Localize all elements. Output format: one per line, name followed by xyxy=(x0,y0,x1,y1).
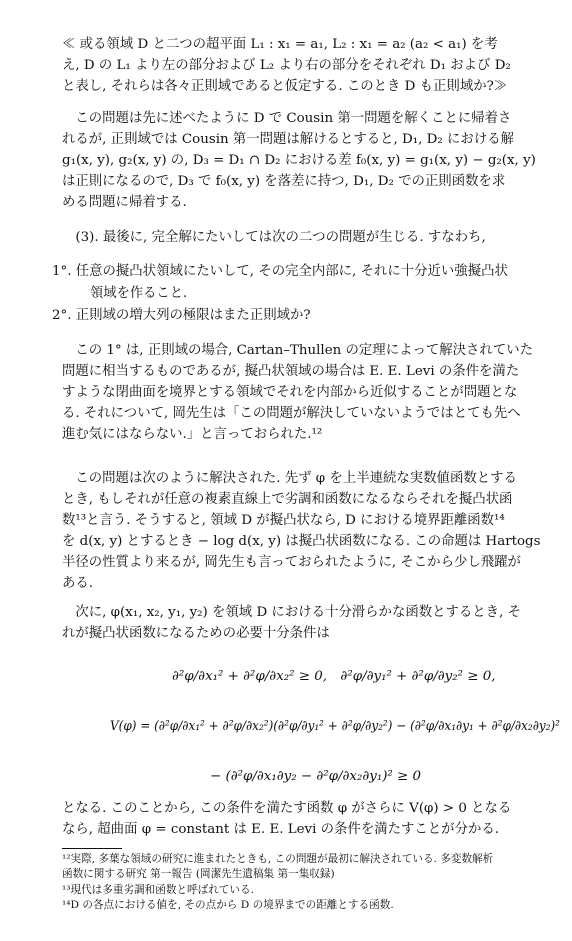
footnote-rule xyxy=(62,848,122,849)
text-line: この問題は先に述べたように D で Cousin 第一問題を解くことに帰着さ xyxy=(62,111,512,126)
text-line: 問題に相当するものであるが, 擬凸状領域の場合は E. E. Levi の条件を満た xyxy=(62,364,520,379)
text-line: 進む気にはならない.」と言っておられた.¹² xyxy=(62,427,323,442)
text-line: 次に, φ(x₁, x₂, y₁, y₂) を領域 D における十分滑らかな函数とするとき, そ xyxy=(62,605,521,620)
text-line: となる. このことから, この条件を満たす函数 φ がさらに V(φ) > 0 となる xyxy=(62,801,512,816)
text-line: 半径の性質より来るが, 岡先生も言っておられたように, そこから少し飛躍が xyxy=(62,555,521,570)
text-line: 領域を作ること. xyxy=(90,286,188,301)
text-line: g₁(x, y), g₂(x, y) の, D₃ = D₁ ∩ D₂ における差 f₀(x, y) = g₁(x, y) − g₂(x, y) xyxy=(62,153,536,168)
text-line: と表し, それらは各々正則域であると仮定する. このとき D も正則域か?≫ xyxy=(62,79,508,94)
text-line: ≪ 或る領域 D と二つの超平面 L₁ : x₁ = a₁, L₂ : x₁ = a₂ (a₂ < a₁) を考 xyxy=(62,37,498,52)
text-line: (3). 最後に, 完全解にたいしては次の二つの問題が生じる. すなわち, xyxy=(62,230,486,245)
list-item: 2°. 正則域の増大列の極限はまた正則域か? xyxy=(52,308,311,323)
text-line: を d(x, y) とするとき − log d(x, y) は擬凸状函数になる. この命題は Hartogs xyxy=(62,534,541,549)
text-line: れが擬凸状函数になるための必要十分条件は xyxy=(62,626,330,641)
text-line: この問題は次のように解決された. 先ず φ を上半連続な実数値函数とする xyxy=(62,471,517,486)
text-line: なら, 超曲面 φ = constant は E. E. Levi の条件を満たすことが分かる. xyxy=(62,822,499,837)
text-line: ある. xyxy=(62,576,94,591)
equation-line: − (∂²φ/∂x₁∂y₂ − ∂²φ/∂x₂∂y₁)² ≥ 0 xyxy=(210,769,422,784)
footnote-line: ¹³現代は多重劣調和函数と呼ばれている. xyxy=(62,884,254,896)
equation-line: ∂²φ/∂x₁² + ∂²φ/∂x₂² ≥ 0, ∂²φ/∂y₁² + ∂²φ/∂y₂² ≥ 0, xyxy=(172,669,496,684)
text-line: この 1° は, 正則域の場合, Cartan–Thullen の定理によって解決されていた xyxy=(62,343,533,358)
list-item: 1°. 任意の擬凸状領域にたいして, その完全内部に, それに十分近い強擬凸状 xyxy=(52,264,508,279)
text-line: 数¹³と言う. そうすると, 領域 D が擬凸状なら, D における境界距離函数¹⁴ xyxy=(62,513,505,528)
text-line: る. それについて, 岡先生は「この問題が解決していないようではとても先へ xyxy=(62,406,521,421)
footnote-line: ¹²実際, 多葉な領域の研究に進まれたときも, この問題が最初に解決されている. 多変数解析 xyxy=(62,853,494,865)
footnote-line: ¹⁴D の各点における値を, その点から D の境界までの距離とする函数. xyxy=(62,899,394,911)
text-line: は正則になるので, D₃ で f₀(x, y) を落差に持つ, D₁, D₂ での正則函数を求 xyxy=(62,174,506,189)
text-line: れるが, 正則域では Cousin 第一問題は解けるとすると, D₁, D₂ における解 xyxy=(62,132,514,147)
text-line: める問題に帰着する. xyxy=(62,195,187,210)
text-line: すような閉曲面を境界とする領域でそれを内部から近似することが問題とな xyxy=(62,385,518,400)
text-line: え, D の L₁ より左の部分および L₂ より右の部分をそれぞれ D₁ および D₂ xyxy=(62,58,511,73)
equation-line: V(φ) = (∂²φ/∂x₁² + ∂²φ/∂x₂²)(∂²φ/∂y₁² + ∂²φ/∂y₂²) − (∂²φ/∂x₁∂y₁ + ∂²φ/∂x₂∂y₂)² xyxy=(110,719,561,734)
text-line: とき, もしそれが任意の複素直線上で劣調和函数になるならそれを擬凸状函 xyxy=(62,492,513,507)
footnote-line: 函数に関する研究 第一報告 (岡潔先生遺稿集 第一集収録) xyxy=(62,868,335,880)
